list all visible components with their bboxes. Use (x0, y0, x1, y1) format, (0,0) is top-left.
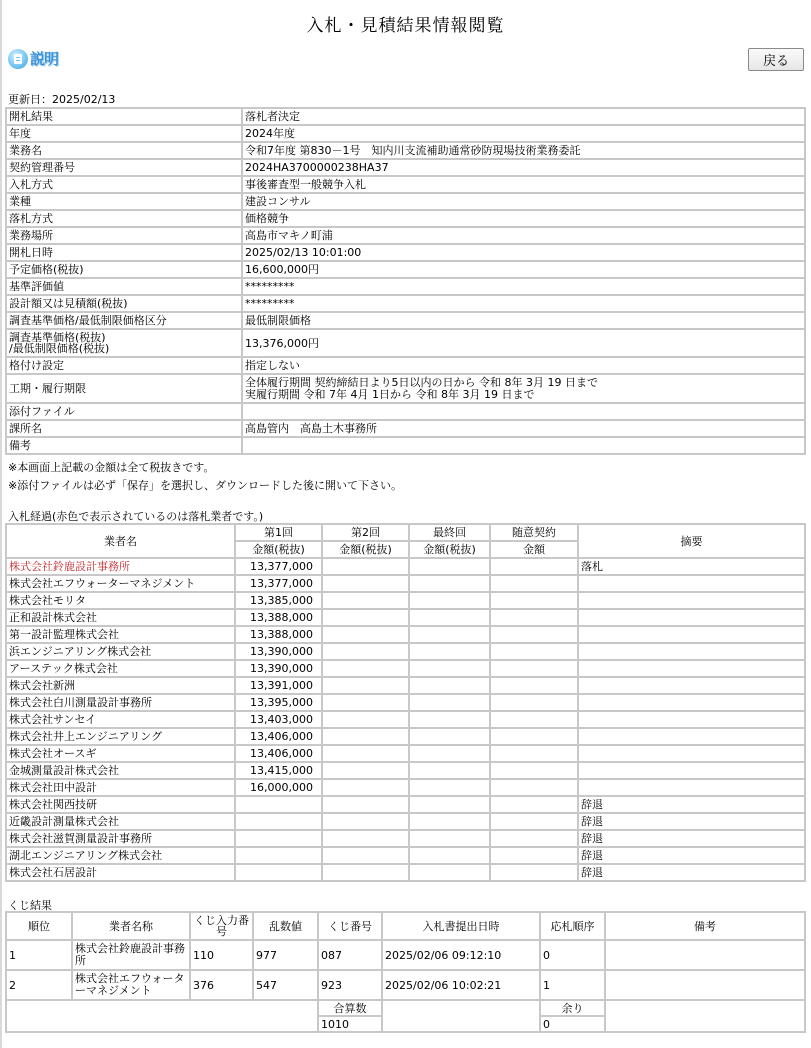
info-label: 開札結果 (6, 108, 242, 125)
negotiated-amount (490, 609, 578, 626)
lottery-rank: 2 (6, 970, 72, 1000)
final-amount (409, 796, 490, 813)
info-row (6, 108, 805, 125)
info-value: 2024年度 (242, 125, 805, 142)
info-label: 基準評価値 (6, 278, 242, 295)
round2-amount (322, 677, 409, 694)
bid-row (6, 779, 805, 796)
final-amount (409, 643, 490, 660)
info-value (242, 437, 805, 454)
round2-amount (322, 694, 409, 711)
col-negotiated-amount: 金額 (490, 541, 578, 558)
negotiated-amount (490, 694, 578, 711)
round2-amount (322, 711, 409, 728)
final-amount (409, 558, 490, 575)
bid-row (6, 796, 805, 813)
round2-amount (322, 660, 409, 677)
negotiated-amount (490, 847, 578, 864)
info-value-line1: 全体履行期間 契約締結日より5日以内の日から 令和 8年 3月 19 日まで (245, 375, 598, 389)
lottery-input-number: 110 (190, 940, 253, 970)
bid-row (6, 864, 805, 881)
bid-summary (578, 711, 805, 728)
col-summary: 摘要 (578, 524, 805, 558)
info-value: 高島市マキノ町浦 (242, 227, 805, 244)
col-rank: 順位 (6, 912, 72, 940)
bid-summary (578, 728, 805, 745)
bid-row (6, 609, 805, 626)
round1-amount: 13,406,000 (235, 728, 322, 745)
round1-amount (235, 847, 322, 864)
bid-row (6, 847, 805, 864)
bid-summary: 辞退 (578, 847, 805, 864)
final-amount (409, 592, 490, 609)
bidder-name: 金城測量設計株式会社 (6, 762, 235, 779)
note-tax: ※本画面上記載の金額は全て税抜きです。 (8, 461, 215, 474)
round1-amount: 16,000,000 (235, 779, 322, 796)
info-label: 業種 (6, 193, 242, 210)
bid-row (6, 813, 805, 830)
lottery-row (6, 940, 805, 970)
round2-amount (322, 626, 409, 643)
round2-amount (322, 592, 409, 609)
bid-row (6, 575, 805, 592)
col-round1-amount: 金額(税抜) (235, 541, 322, 558)
window-edge (0, 0, 2, 1048)
info-value: 指定しない (242, 357, 805, 374)
info-value: 令和7年度 第830－1号 知内川支流補助通常砂防現場技術業務委託 (242, 142, 805, 159)
round1-amount: 13,403,000 (235, 711, 322, 728)
lottery-random: 977 (253, 940, 318, 970)
back-button[interactable]: 戻る (748, 48, 804, 71)
bidder-name: 株式会社モリタ (6, 592, 235, 609)
negotiated-amount (490, 711, 578, 728)
round1-amount: 13,385,000 (235, 592, 322, 609)
bid-summary (578, 694, 805, 711)
lottery-order: 1 (540, 970, 605, 1000)
info-value: 2025/02/13 10:01:00 (242, 244, 805, 261)
round2-amount (322, 779, 409, 796)
negotiated-amount (490, 745, 578, 762)
bidder-name: 正和設計株式会社 (6, 609, 235, 626)
final-amount (409, 864, 490, 881)
bid-summary (578, 575, 805, 592)
info-row (6, 357, 805, 374)
bid-summary: 辞退 (578, 864, 805, 881)
bid-summary (578, 626, 805, 643)
remainder-value: 0 (540, 1016, 605, 1032)
negotiated-amount (490, 558, 578, 575)
round2-amount (322, 813, 409, 830)
note-attachment: ※添付ファイルは必ず「保存」を選択し、ダウンロードした後に開いて下さい。 (8, 479, 402, 492)
bidder-name: 株式会社サンセイ (6, 711, 235, 728)
help-link[interactable] (8, 48, 58, 69)
bidder-name: 株式会社田中設計 (6, 779, 235, 796)
bid-summary: 辞退 (578, 830, 805, 847)
info-label: 工期・履行期限 (6, 374, 242, 403)
info-table (5, 107, 806, 455)
final-amount (409, 626, 490, 643)
negotiated-amount (490, 575, 578, 592)
info-value: 価格競争 (242, 210, 805, 227)
info-label: 業務場所 (6, 227, 242, 244)
info-row (6, 295, 805, 312)
negotiated-amount (490, 762, 578, 779)
round1-amount (235, 813, 322, 830)
info-label: 入札方式 (6, 176, 242, 193)
bidder-name: 株式会社井上エンジニアリング (6, 728, 235, 745)
bidder-name: 浜エンジニアリング株式会社 (6, 643, 235, 660)
info-label: 落札方式 (6, 210, 242, 227)
info-row (6, 176, 805, 193)
col-order: 応札順序 (540, 912, 605, 940)
round2-amount (322, 847, 409, 864)
info-value: ********* (242, 295, 805, 312)
updated-date: 更新日：2025/02/13 (8, 93, 116, 106)
round2-amount (322, 728, 409, 745)
lottery-footer-blank2 (382, 1000, 540, 1032)
bid-summary (578, 592, 805, 609)
total-value: 1010 (318, 1016, 382, 1032)
bidder-name: 株式会社滋賀測量設計事務所 (6, 830, 235, 847)
bid-summary (578, 745, 805, 762)
info-label: 年度 (6, 125, 242, 142)
bid-summary: 辞退 (578, 813, 805, 830)
info-label-line2: /最低制限価格(税抜) (9, 342, 110, 355)
info-value: 13,376,000円 (242, 329, 805, 357)
negotiated-amount (490, 660, 578, 677)
bid-history-caption: 入札経過(赤色で表示されているのは落札業者です。) (8, 510, 264, 523)
negotiated-amount (490, 830, 578, 847)
round2-amount (322, 745, 409, 762)
negotiated-amount (490, 643, 578, 660)
bid-row (6, 558, 805, 575)
info-row (6, 374, 805, 403)
page-title: 入札・見積結果情報閲覧 (306, 16, 505, 36)
info-value (242, 374, 805, 403)
col-random: 乱数値 (253, 912, 318, 940)
bid-row (6, 728, 805, 745)
info-value: 16,600,000円 (242, 261, 805, 278)
round1-amount: 13,377,000 (235, 575, 322, 592)
round1-amount: 13,390,000 (235, 643, 322, 660)
lottery-remarks (605, 970, 805, 1000)
lottery-random: 547 (253, 970, 318, 1000)
info-label: 設計額又は見積額(税抜) (6, 295, 242, 312)
lottery-submitted: 2025/02/06 10:02:21 (382, 970, 540, 1000)
lottery-rank: 1 (6, 940, 72, 970)
round1-amount: 13,377,000 (235, 558, 322, 575)
info-label: 格付け設定 (6, 357, 242, 374)
lottery-company: 株式会社鈴鹿設計事務所 (72, 940, 190, 970)
round1-amount: 13,391,000 (235, 677, 322, 694)
lottery-lot-number: 923 (318, 970, 382, 1000)
col-name: 業者名 (6, 524, 235, 558)
round1-amount: 13,415,000 (235, 762, 322, 779)
lottery-footer-blank3 (605, 1000, 805, 1032)
total-label: 合算数 (318, 1000, 382, 1016)
col-final: 最終回 (409, 524, 490, 541)
info-label: 契約管理番号 (6, 159, 242, 176)
info-row (6, 210, 805, 227)
bidder-name: 株式会社白川測量設計事務所 (6, 694, 235, 711)
lottery-lot-number: 087 (318, 940, 382, 970)
round2-amount (322, 864, 409, 881)
bid-row (6, 643, 805, 660)
bidder-name: アーステック株式会社 (6, 660, 235, 677)
round1-amount: 13,390,000 (235, 660, 322, 677)
info-value: ********* (242, 278, 805, 295)
bidder-name: 株式会社エフウォーターマネジメント (6, 575, 235, 592)
info-value: 最低制限価格 (242, 312, 805, 329)
bid-summary (578, 762, 805, 779)
bidder-name: 第一設計監理株式会社 (6, 626, 235, 643)
col-lot-input: くじ入力番号 (190, 912, 253, 940)
bid-summary (578, 660, 805, 677)
round2-amount (322, 609, 409, 626)
round2-amount (322, 796, 409, 813)
bid-summary: 辞退 (578, 796, 805, 813)
lottery-row (6, 970, 805, 1000)
col-submitted: 入札書提出日時 (382, 912, 540, 940)
round2-amount (322, 575, 409, 592)
round1-amount (235, 830, 322, 847)
final-amount (409, 813, 490, 830)
round1-amount: 13,388,000 (235, 609, 322, 626)
lottery-caption: くじ結果 (8, 899, 52, 912)
bidder-name: 株式会社新洲 (6, 677, 235, 694)
info-value: 落札者決定 (242, 108, 805, 125)
round1-amount: 13,395,000 (235, 694, 322, 711)
final-amount (409, 779, 490, 796)
lottery-order: 0 (540, 940, 605, 970)
negotiated-amount (490, 626, 578, 643)
info-row (6, 420, 805, 437)
info-value (242, 403, 805, 420)
bidder-name: 株式会社鈴鹿設計事務所 (6, 558, 235, 575)
negotiated-amount (490, 779, 578, 796)
lottery-input-number: 376 (190, 970, 253, 1000)
info-value: 建設コンサル (242, 193, 805, 210)
bid-summary (578, 643, 805, 660)
info-label (6, 329, 242, 357)
negotiated-amount (490, 813, 578, 830)
col-remarks: 備考 (605, 912, 805, 940)
info-row (6, 244, 805, 261)
info-value-line2: 実履行期間 令和 7年 4月 1日から 令和 8年 3月 19 日まで (245, 387, 535, 401)
bid-row (6, 762, 805, 779)
bid-summary (578, 779, 805, 796)
negotiated-amount (490, 796, 578, 813)
round1-amount (235, 796, 322, 813)
bid-row (6, 626, 805, 643)
document-icon (8, 49, 28, 69)
lottery-submitted: 2025/02/06 09:12:10 (382, 940, 540, 970)
col-lot-number: くじ番号 (318, 912, 382, 940)
info-row (6, 159, 805, 176)
col-round1: 第1回 (235, 524, 322, 541)
info-label: 調査基準価格/最低制限価格区分 (6, 312, 242, 329)
col-final-amount: 金額(税抜) (409, 541, 490, 558)
final-amount (409, 762, 490, 779)
bid-row (6, 711, 805, 728)
info-label: 開札日時 (6, 244, 242, 261)
round1-amount (235, 864, 322, 881)
final-amount (409, 745, 490, 762)
notes (8, 459, 402, 495)
final-amount (409, 694, 490, 711)
col-round2: 第2回 (322, 524, 409, 541)
final-amount (409, 660, 490, 677)
bid-summary (578, 677, 805, 694)
round1-amount: 13,406,000 (235, 745, 322, 762)
info-row (6, 312, 805, 329)
col-negotiated: 随意契約 (490, 524, 578, 541)
info-row (6, 329, 805, 357)
info-value: 高島管内 高島土木事務所 (242, 420, 805, 437)
final-amount (409, 609, 490, 626)
round1-amount: 13,388,000 (235, 626, 322, 643)
lottery-remarks (605, 940, 805, 970)
final-amount (409, 711, 490, 728)
lottery-footer-blank (6, 1000, 318, 1032)
negotiated-amount (490, 592, 578, 609)
info-row (6, 125, 805, 142)
final-amount (409, 677, 490, 694)
info-label: 添付ファイル (6, 403, 242, 420)
bid-row (6, 660, 805, 677)
lottery-company: 株式会社エフウォーターマネジメント (72, 970, 190, 1000)
round2-amount (322, 643, 409, 660)
info-label: 備考 (6, 437, 242, 454)
info-row (6, 261, 805, 278)
info-value: 2024HA3700000238HA37 (242, 159, 805, 176)
lottery-table (5, 911, 806, 1033)
bidder-name: 株式会社石居設計 (6, 864, 235, 881)
info-row (6, 227, 805, 244)
bid-summary (578, 609, 805, 626)
remainder-label: 余り (540, 1000, 605, 1016)
info-row (6, 437, 805, 454)
info-row (6, 403, 805, 420)
col-round2-amount: 金額(税抜) (322, 541, 409, 558)
info-label: 業務名 (6, 142, 242, 159)
bidder-name: 株式会社関西技研 (6, 796, 235, 813)
negotiated-amount (490, 728, 578, 745)
info-label: 予定価格(税抜) (6, 261, 242, 278)
info-label-line1: 調査基準価格(税抜) (9, 331, 106, 344)
col-company: 業者名称 (72, 912, 190, 940)
final-amount (409, 830, 490, 847)
negotiated-amount (490, 677, 578, 694)
bid-summary: 落札 (578, 558, 805, 575)
round2-amount (322, 830, 409, 847)
info-label: 課所名 (6, 420, 242, 437)
round2-amount (322, 762, 409, 779)
info-row (6, 278, 805, 295)
bid-row (6, 677, 805, 694)
bidder-name: 近畿設計測量株式会社 (6, 813, 235, 830)
final-amount (409, 847, 490, 864)
bidder-name: 株式会社オースギ (6, 745, 235, 762)
info-row (6, 193, 805, 210)
info-value: 事後審査型一般競争入札 (242, 176, 805, 193)
bid-row (6, 694, 805, 711)
bid-row (6, 830, 805, 847)
bidder-name: 湖北エンジニアリング株式会社 (6, 847, 235, 864)
final-amount (409, 728, 490, 745)
negotiated-amount (490, 864, 578, 881)
bid-history-table (5, 523, 806, 882)
bid-row (6, 592, 805, 609)
help-label: 説明 (30, 50, 59, 68)
final-amount (409, 575, 490, 592)
round2-amount (322, 558, 409, 575)
info-row (6, 142, 805, 159)
bid-row (6, 745, 805, 762)
